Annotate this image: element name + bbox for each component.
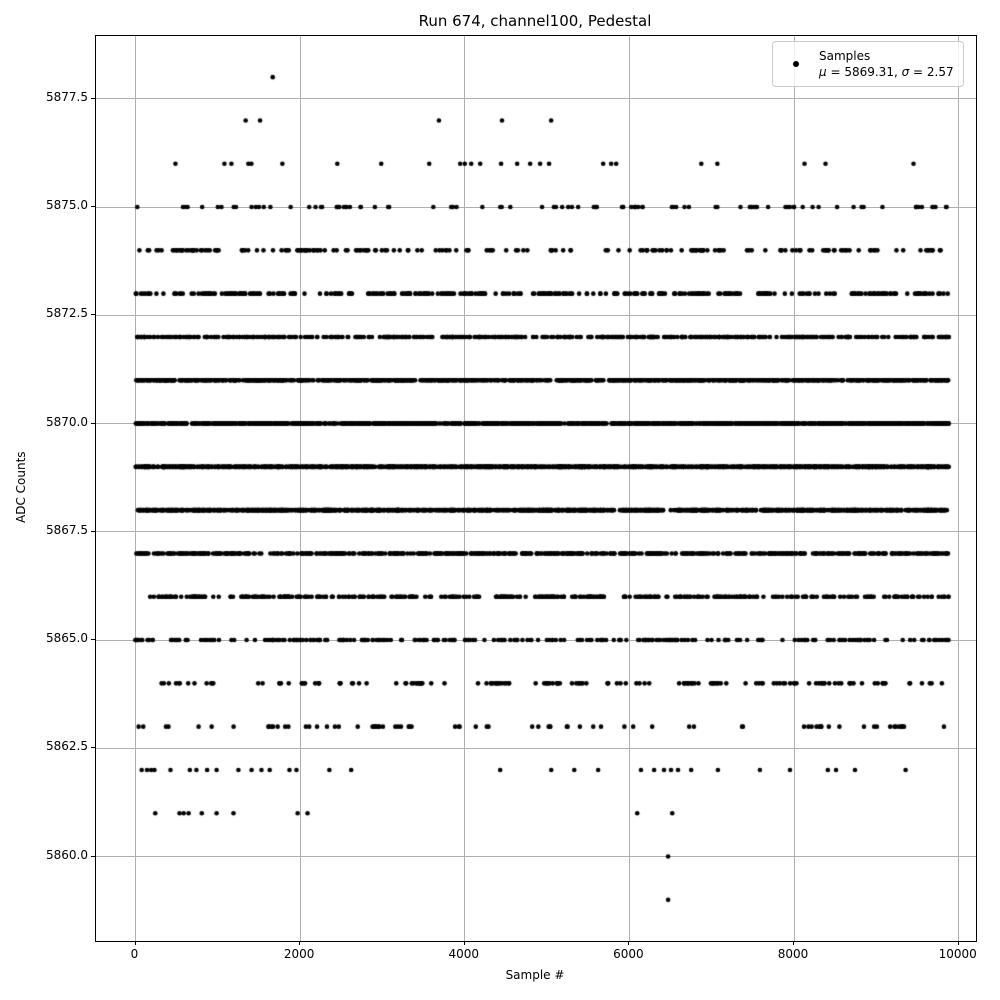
x-tick-mark bbox=[793, 941, 794, 945]
x-tick-mark bbox=[135, 941, 136, 945]
x-tick-label: 4000 bbox=[448, 947, 480, 961]
legend bbox=[772, 41, 964, 87]
x-tick-label: 10000 bbox=[938, 947, 977, 961]
y-tick-label: 5877.5 bbox=[46, 89, 88, 104]
x-tick-label: 6000 bbox=[613, 947, 644, 961]
legend-text bbox=[819, 48, 954, 80]
sigma-symbol: σ bbox=[901, 65, 910, 79]
mu-value: = 5869.31, bbox=[826, 65, 902, 79]
y-tick-mark bbox=[91, 639, 95, 640]
x-tick-mark bbox=[628, 941, 629, 945]
x-tick-label: 2000 bbox=[283, 947, 315, 961]
x-tick-label: 0 bbox=[130, 947, 139, 961]
legend-sample-marker-icon bbox=[793, 61, 799, 67]
x-tick-label: 8000 bbox=[777, 947, 809, 961]
y-tick-mark bbox=[91, 423, 95, 424]
y-tick-label: 5870.0 bbox=[46, 414, 88, 429]
x-tick-mark bbox=[958, 941, 959, 945]
legend-entry-label: Samples bbox=[819, 49, 871, 63]
y-tick-label: 5860.0 bbox=[46, 847, 88, 862]
y-tick-mark bbox=[91, 531, 95, 532]
y-tick-label: 5872.5 bbox=[46, 306, 88, 321]
y-tick-mark bbox=[91, 206, 95, 207]
y-tick-label: 5875.0 bbox=[46, 198, 88, 213]
mu-symbol: μ bbox=[819, 65, 827, 79]
legend-stats-label bbox=[819, 64, 954, 80]
y-tick-label: 5867.5 bbox=[46, 522, 88, 537]
chart-title: Run 674, channel100, Pedestal bbox=[418, 12, 652, 30]
y-tick-mark bbox=[91, 747, 95, 748]
y-axis-label: ADC Counts bbox=[14, 451, 28, 524]
y-tick-mark bbox=[91, 98, 95, 99]
y-tick-label: 5865.0 bbox=[46, 631, 88, 646]
y-tick-mark bbox=[91, 856, 95, 857]
scatter-points-canvas bbox=[96, 36, 976, 941]
y-tick-label: 5862.5 bbox=[46, 739, 88, 754]
y-tick-mark bbox=[91, 314, 95, 315]
sigma-value: = 2.57 bbox=[909, 65, 954, 79]
legend-marker-column bbox=[773, 61, 819, 67]
x-tick-mark bbox=[299, 941, 300, 945]
x-tick-mark bbox=[464, 941, 465, 945]
plot-area bbox=[95, 35, 977, 942]
x-axis-label: Sample # bbox=[505, 968, 565, 982]
